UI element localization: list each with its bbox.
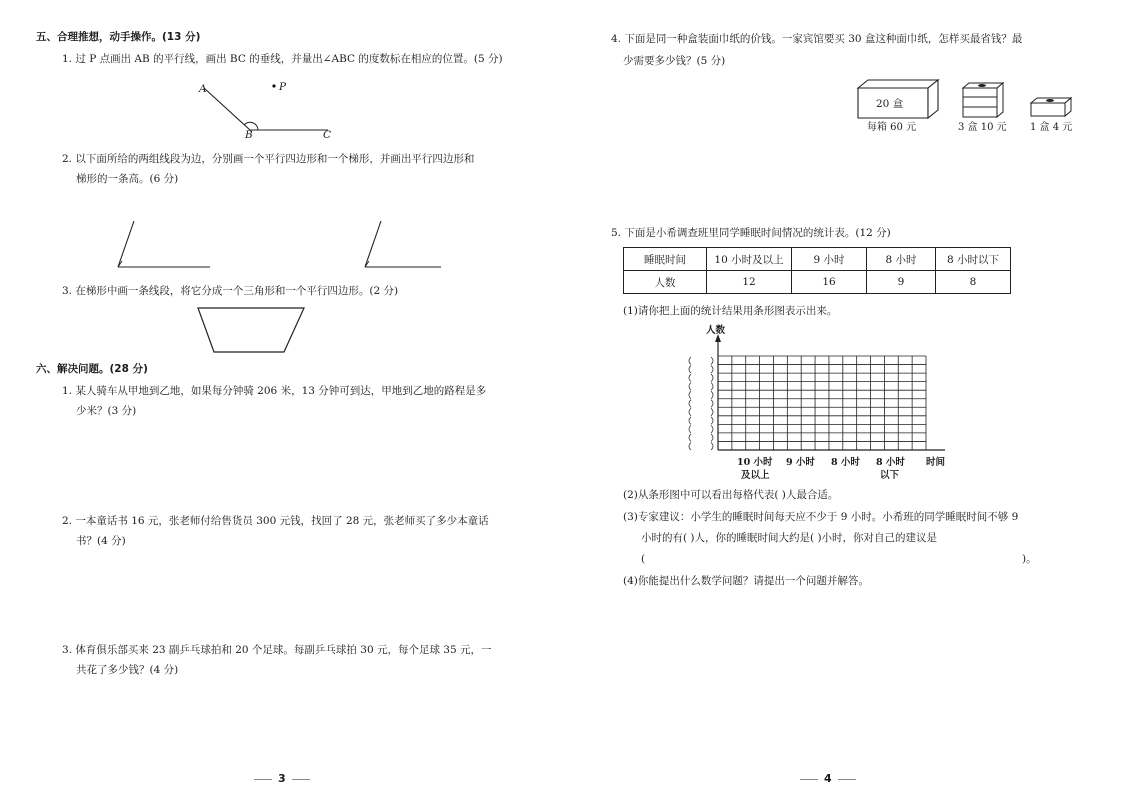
trapezoid-figure bbox=[192, 302, 312, 358]
scale-blank bbox=[689, 417, 691, 425]
scale-blank bbox=[689, 383, 691, 391]
scale-blank bbox=[689, 434, 691, 442]
question-6-3-line2: 共花了多少钱？(4 分) bbox=[76, 664, 179, 676]
x-tick-1: 10 小时 bbox=[737, 457, 773, 468]
question-5-2: (2)从条形图中可以看出每格代表( )人最合适。 bbox=[623, 489, 839, 501]
y-axis-label: 人数 bbox=[706, 325, 726, 336]
scale-blank bbox=[711, 400, 713, 408]
question-5-2-line1: 2. 以下面所给的两组线段为边，分别画一个平行四边形和一个梯形，并画出平行四边形和 bbox=[62, 153, 475, 165]
page-number-3: 3 bbox=[278, 772, 286, 785]
scale-blank bbox=[689, 400, 691, 408]
scale-blank bbox=[711, 366, 713, 374]
x-tick-2: 9 小时 bbox=[786, 457, 815, 468]
answer-blank-close: )。 bbox=[1022, 553, 1037, 565]
table-cell: 16 bbox=[792, 271, 867, 294]
question-6-2-line2: 书？(4 分) bbox=[76, 535, 126, 547]
scale-blank bbox=[689, 408, 691, 416]
scale-blank bbox=[689, 366, 691, 374]
scale-blank bbox=[711, 374, 713, 382]
x-tick-4-line2: 以下 bbox=[880, 470, 900, 481]
scale-blank bbox=[711, 417, 713, 425]
scale-blank bbox=[689, 391, 691, 399]
label-b: B bbox=[245, 129, 253, 141]
tissue-stack-icon bbox=[960, 78, 1006, 120]
section6-title: 六、解决问题。(28 分) bbox=[36, 363, 148, 375]
segment-pair-1 bbox=[110, 215, 220, 271]
sleep-table bbox=[623, 247, 1011, 294]
scale-blank bbox=[689, 442, 691, 450]
x-axis-label: 时间 bbox=[926, 457, 946, 468]
scale-blank bbox=[689, 374, 691, 382]
scale-blank bbox=[711, 391, 713, 399]
x-tick-4: 8 小时 bbox=[876, 457, 905, 468]
page-number-4: 4 bbox=[824, 772, 832, 785]
question-4-line1: 4. 下面是同一种盒装面巾纸的价钱。一家宾馆要买 30 盒这种面巾纸，怎样买最省钱？最 bbox=[611, 33, 1023, 45]
table-row bbox=[624, 248, 1011, 271]
table-cell: 9 小时 bbox=[792, 248, 867, 271]
segment-pair-2 bbox=[355, 215, 450, 271]
table-row bbox=[624, 271, 1011, 294]
scale-blank bbox=[711, 357, 713, 365]
question-6-3-line1: 3. 体育俱乐部买来 23 副乒乓球拍和 20 个足球。每副乒乓球拍 30 元，每个足球 35 元，一 bbox=[62, 644, 492, 656]
question-5-1: (1)请你把上面的统计结果用条形图表示出来。 bbox=[623, 305, 838, 317]
price-case: 每箱 60 元 bbox=[867, 122, 917, 133]
scale-blank bbox=[689, 425, 691, 433]
question-5-3-line1: (3)专家建议：小学生的睡眠时间每天应不少于 9 小时。小希班的同学睡眠时间不够 9 bbox=[623, 511, 1019, 523]
scale-blank bbox=[711, 425, 713, 433]
question-5-2-line2: 梯形的一条高。(6 分) bbox=[76, 173, 179, 185]
scale-blank bbox=[689, 357, 691, 365]
table-cell: 8 bbox=[936, 271, 1011, 294]
tissue-single-icon bbox=[1028, 96, 1074, 118]
question-5-3: 3. 在梯形中画一条线段，将它分成一个三角形和一个平行四边形。(2 分) bbox=[62, 285, 399, 297]
table-cell: 8 小时 bbox=[867, 248, 936, 271]
question-5-1: 1. 过 P 点画出 AB 的平行线，画出 BC 的垂线，并量出∠ABC 的度数标在相应的位置。(5 分) bbox=[62, 53, 503, 65]
question-6-1-line2: 少米？(3 分) bbox=[76, 405, 137, 417]
question-5: 5. 下面是小希调查班里同学睡眠时间情况的统计表。(12 分) bbox=[611, 227, 891, 239]
table-cell: 睡眠时间 bbox=[624, 248, 707, 271]
question-6-2-line1: 2. 一本童话书 16 元，张老师付给售货员 300 元钱，找回了 28 元，张老师买了多少本童话 bbox=[62, 515, 489, 527]
table-cell: 10 小时及以上 bbox=[707, 248, 792, 271]
question-5-4: (4)你能提出什么数学问题？请提出一个问题并解答。 bbox=[623, 575, 869, 587]
question-5-3-line2: 小时的有( )人，你的睡眠时间大约是( )小时，你对自己的建议是 bbox=[641, 532, 938, 544]
answer-blank-open: ( bbox=[641, 553, 646, 565]
table-cell: 9 bbox=[867, 271, 936, 294]
scale-blank bbox=[711, 434, 713, 442]
scale-blank bbox=[711, 383, 713, 391]
table-cell: 8 小时以下 bbox=[936, 248, 1011, 271]
label-p: P bbox=[279, 81, 287, 93]
label-a: A bbox=[199, 83, 207, 95]
section5-title: 五、合理推想，动手操作。(13 分) bbox=[36, 31, 201, 43]
price-three: 3 盒 10 元 bbox=[958, 122, 1007, 133]
price-one: 1 盒 4 元 bbox=[1030, 122, 1073, 133]
question-6-1-line1: 1. 某人骑车从甲地到乙地，如果每分钟骑 206 米，13 分钟可到达，甲地到乙地的路程是多 bbox=[62, 385, 487, 397]
table-cell: 12 bbox=[707, 271, 792, 294]
x-tick-1-line2: 及以上 bbox=[741, 470, 770, 481]
x-tick-3: 8 小时 bbox=[831, 457, 860, 468]
question-4-line2: 少需要多少钱？(5 分) bbox=[623, 55, 726, 67]
table-cell: 人数 bbox=[624, 271, 707, 294]
scale-blank bbox=[711, 408, 713, 416]
label-c: C bbox=[323, 129, 332, 141]
scale-blank bbox=[711, 442, 713, 450]
box-label: 20 盒 bbox=[876, 98, 904, 110]
